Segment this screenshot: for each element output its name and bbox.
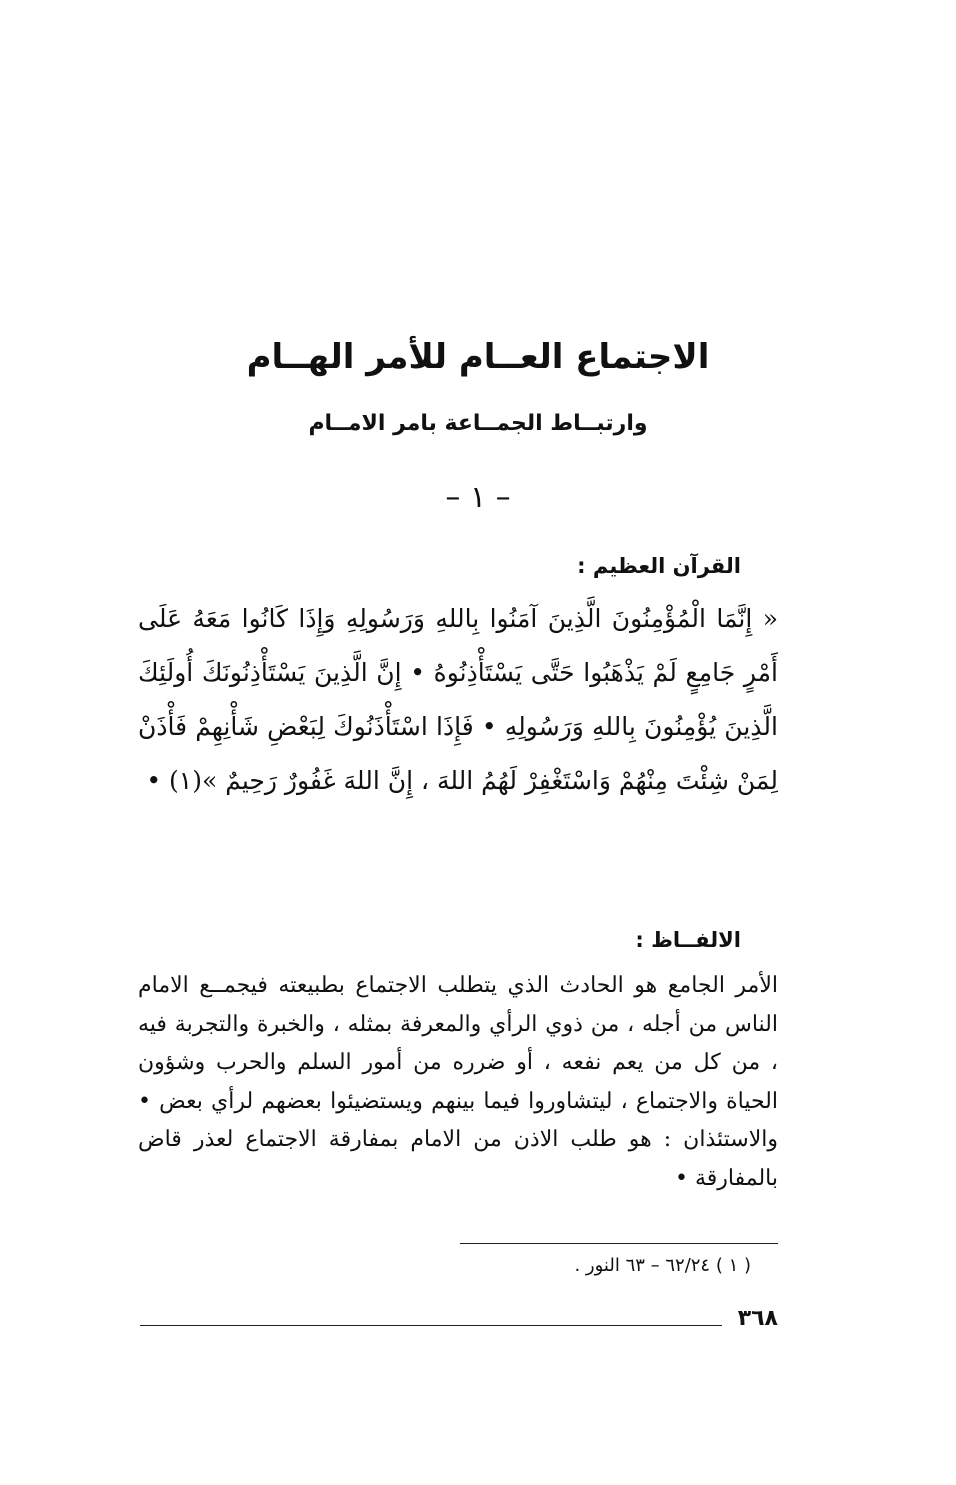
footnote-divider: [460, 1243, 778, 1244]
page-subtitle: وارتبــاط الجمــاعة بامر الامــام: [308, 411, 648, 436]
page-title: الاجتماع العــام للأمر الهــام: [246, 337, 710, 377]
quran-verse-text: « إِنَّمَا الْمُؤْمِنُونَ الَّذِينَ آمَنُوا بِاللهِ وَرَسُولِهِ وَإِذَا كَانُوا مَعَهُ عَلَى أَمْرٍ جَامِعٍ لَمْ يَذْهَبُوا حَتَّى يَسْتَأْذِنُوهُ • إِنَّ الَّذِينَ يَسْتَأْذِنُونَكَ أُولَئِكَ الَّذِينَ يُؤْمِنُونَ بِاللهِ وَرَسُولِهِ • فَإِذَا اسْتَأْذَنُوكَ لِبَعْضِ شَأْنِهِمْ فَأْذَنْ لِمَنْ شِئْتَ مِنْهُمْ وَاسْتَغْفِرْ لَهُمُ اللهَ ، إِنَّ اللهَ غَفُورٌ رَحِيمٌ »(١) •: [138, 604, 778, 795]
quran-heading: القرآن العظيم :: [577, 554, 741, 578]
page-number: ٣٦٨: [737, 1306, 778, 1331]
footer-divider: [140, 1325, 722, 1326]
vocabulary-heading: الالفــاظ :: [635, 928, 741, 952]
vocabulary-paragraph: الأمر الجامع هو الحادث الذي يتطلب الاجتماع بطبيعته فيجمــع الامام الناس من أجله ، من ذوي الرأي والمعرفة بمثله ، والخبرة والتجربة فيه ، من كل من يعم نفعه ، أو ضرره من أمور السلم والحرب وشؤون الحياة والاجتماع ، ليتشاوروا فيما بينهم ويستضيئوا بعضهم لرأي بعض • والاستئذان : هو طلب الاذن من الامام بمفارقة الاجتماع لعذر قاض بالمفارقة •: [138, 973, 778, 1191]
footnote: ( ١ ) ٦٢/٢٤ – ٦٣ النور .: [574, 1255, 751, 1276]
section-number: – ١ –: [445, 480, 511, 515]
